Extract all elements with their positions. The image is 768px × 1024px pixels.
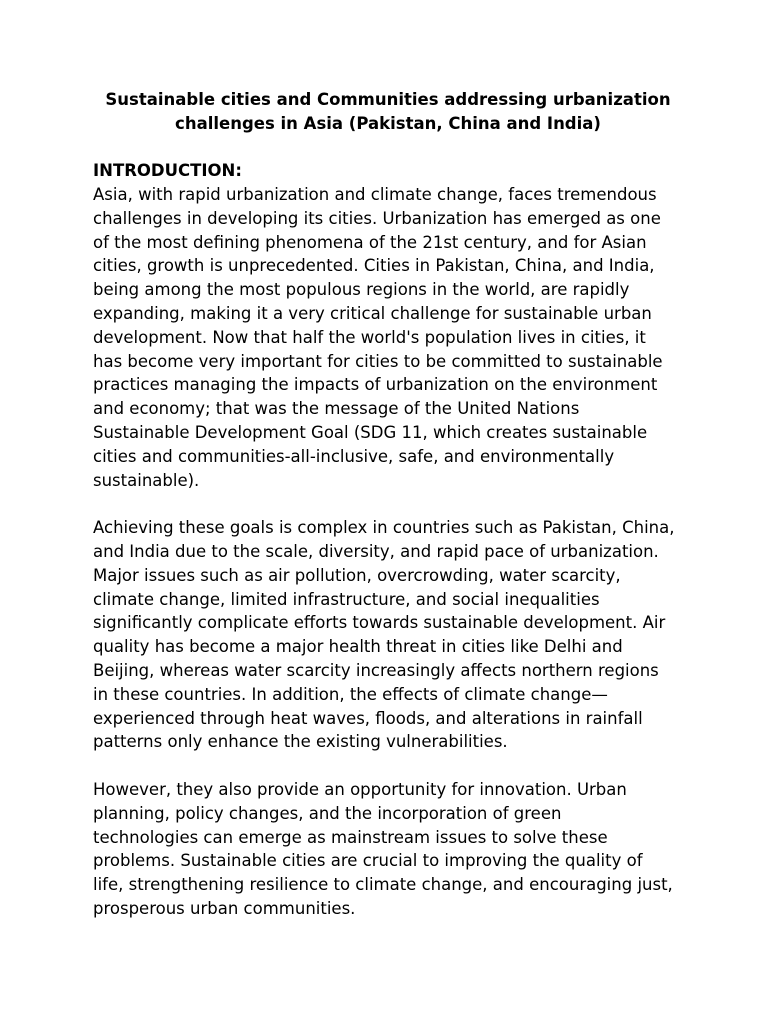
text-line: technologies can emerge as mainstream issues to solve these bbox=[93, 827, 608, 847]
section-heading: INTRODUCTION: bbox=[93, 161, 242, 180]
text-line: in these countries. In addition, the effects of climate change— bbox=[93, 684, 608, 704]
text-line: quality has become a major health threat in cities like Delhi and bbox=[93, 637, 623, 657]
paragraph-2 bbox=[93, 516, 683, 754]
paragraph-1 bbox=[93, 183, 683, 492]
text-line: significantly complicate efforts towards sustainable development. Air bbox=[93, 613, 666, 633]
text-line: cities, growth is unprecedented. Cities in Pakistan, China, and India, bbox=[93, 256, 655, 276]
text-line: Achieving these goals is complex in countries such as Pakistan, China, bbox=[93, 518, 675, 538]
paragraph-3 bbox=[93, 778, 683, 921]
text-line: cities and communities-all-inclusive, safe, and environmentally bbox=[93, 446, 615, 466]
text-line: and India due to the scale, diversity, and rapid pace of urbanization. bbox=[93, 541, 659, 561]
text-line: climate change, limited infrastructure, and social inequalities bbox=[93, 589, 600, 609]
text-line: prosperous urban communities. bbox=[93, 898, 356, 918]
document-page bbox=[93, 88, 683, 921]
text-line: However, they also provide an opportunity for innovation. Urban bbox=[93, 779, 627, 799]
text-line: patterns only enhance the existing vulnerabilities. bbox=[93, 732, 508, 752]
text-line: has become very important for cities to be committed to sustainable bbox=[93, 351, 663, 371]
text-line: and economy; that was the message of the United Nations bbox=[93, 399, 580, 419]
title-line: Sustainable cities and Communities addressing urbanization bbox=[105, 90, 671, 109]
text-line: Beijing, whereas water scarcity increasingly affects northern regions bbox=[93, 660, 659, 680]
text-line: practices managing the impacts of urbanization on the environment bbox=[93, 375, 658, 395]
text-line: expanding, making it a very critical challenge for sustainable urban bbox=[93, 303, 652, 323]
text-line: challenges in developing its cities. Urbanization has emerged as one bbox=[93, 208, 661, 228]
text-line: life, strengthening resilience to climate change, and encouraging just, bbox=[93, 875, 673, 895]
text-line: Major issues such as air pollution, overcrowding, water scarcity, bbox=[93, 565, 621, 585]
text-line: of the most defining phenomena of the 21st century, and for Asian bbox=[93, 232, 647, 252]
text-line: Asia, with rapid urbanization and climate change, faces tremendous bbox=[93, 185, 657, 204]
text-line: development. Now that half the world's population lives in cities, it bbox=[93, 327, 646, 347]
text-line: Sustainable Development Goal (SDG 11, which creates sustainable bbox=[93, 422, 648, 442]
text-line: being among the most populous regions in the world, are rapidly bbox=[93, 280, 630, 300]
document-title bbox=[93, 88, 683, 136]
title-line: challenges in Asia (Pakistan, China and India) bbox=[175, 114, 601, 133]
text-line: problems. Sustainable cities are crucial to improving the quality of bbox=[93, 851, 643, 871]
text-line: sustainable). bbox=[93, 470, 200, 490]
text-line: planning, policy changes, and the incorporation of green bbox=[93, 803, 562, 823]
text-line: experienced through heat waves, floods, and alterations in rainfall bbox=[93, 708, 643, 728]
